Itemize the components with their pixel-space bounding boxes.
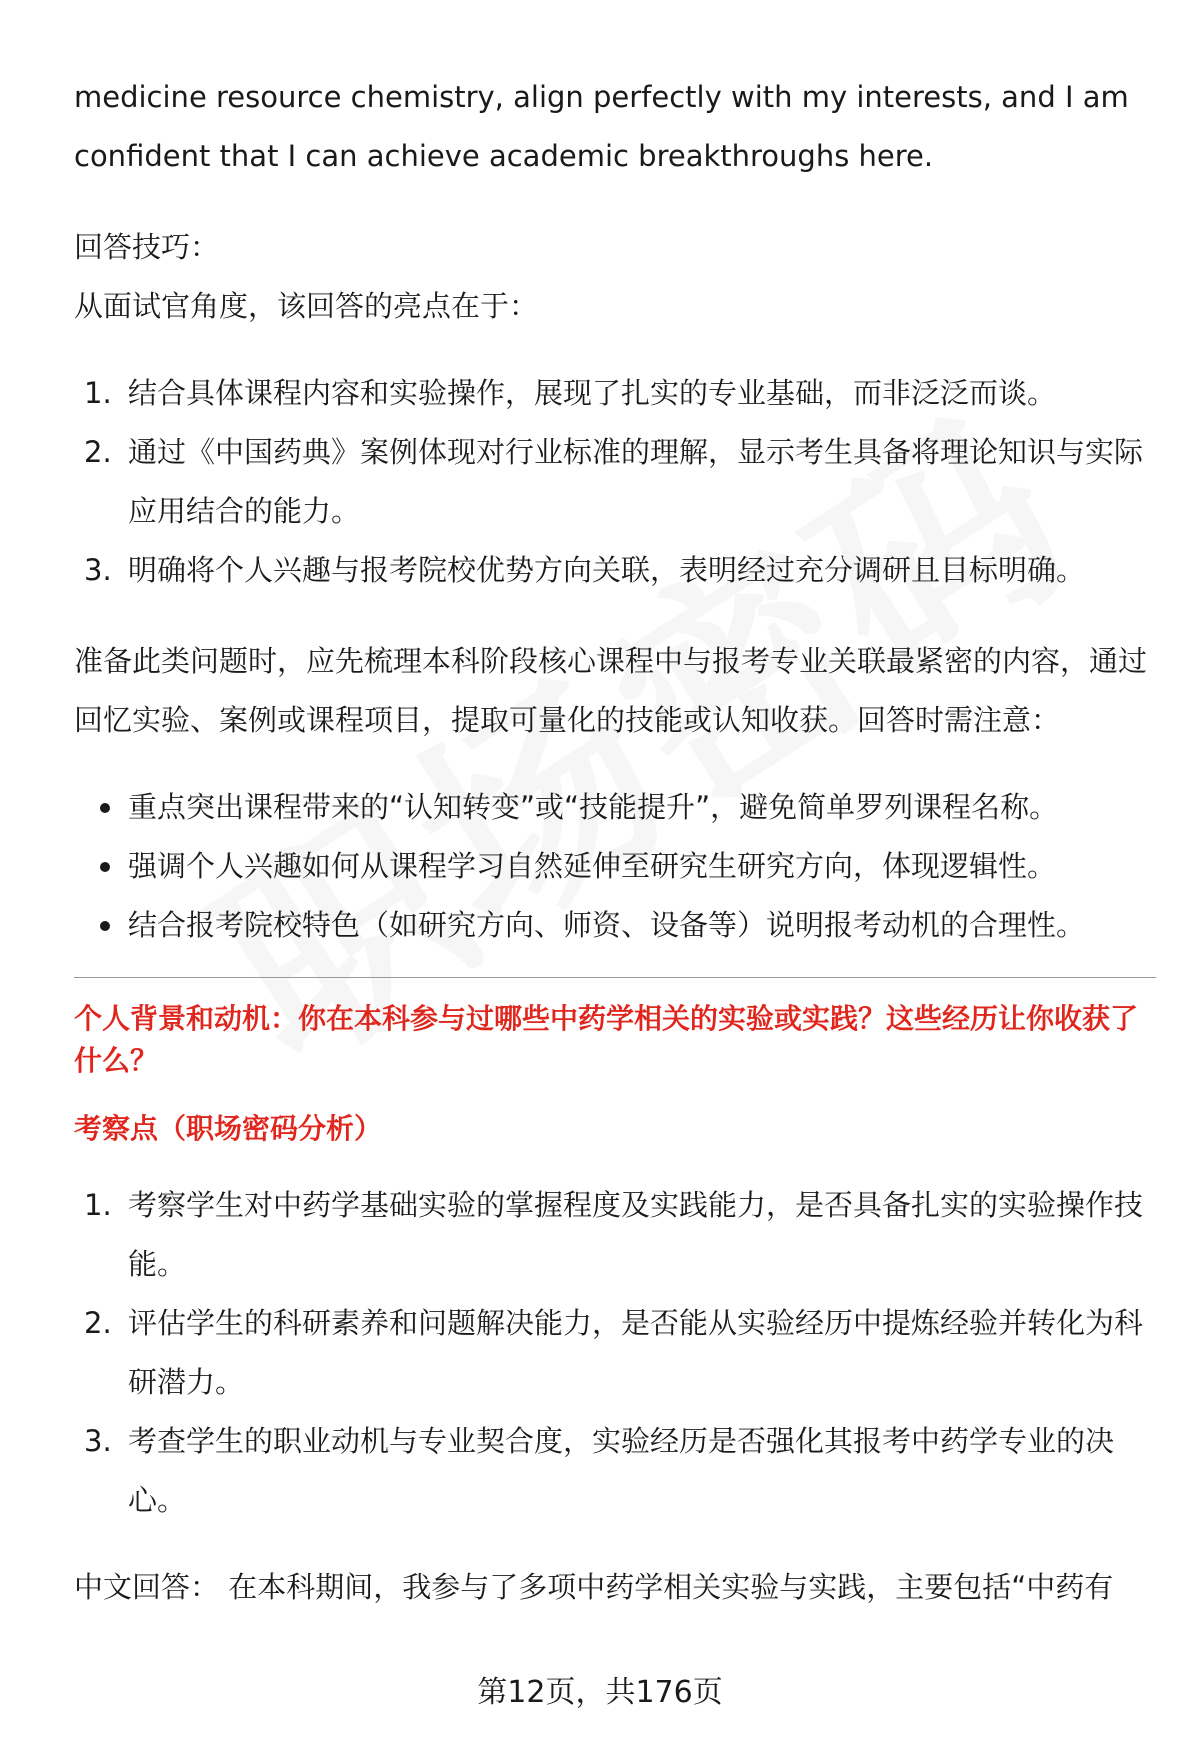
list-number: 3. xyxy=(84,553,112,587)
tips-intro: 从面试官角度，该回答的亮点在于： xyxy=(74,289,539,323)
list-text: 结合具体课程内容和实验操作，展现了扎实的专业基础，而非泛泛而谈。 xyxy=(128,376,1057,410)
answer-start: 中文回答： 在本科期间，我参与了多项中药学相关实验与实践，主要包括“中药有 xyxy=(74,1570,1114,1604)
list-item xyxy=(74,541,1156,600)
assessment-heading: 考察点（职场密码分析） xyxy=(74,1112,383,1145)
section-divider xyxy=(74,977,1156,978)
list-text: 通过《中国药典》案例体现对行业标准的理解，显示考生具备将理论知识与实际应用结合的能力。 xyxy=(128,435,1144,528)
list-item xyxy=(74,778,1156,837)
intro-line: medicine resource chemistry, align perfectly with my interests, and I am xyxy=(74,80,1129,114)
highlights-list xyxy=(74,364,1156,600)
list-item xyxy=(74,837,1156,896)
notes-list xyxy=(74,778,1156,955)
list-text: 结合报考院校特色（如研究方向、师资、设备等）说明报考动机的合理性。 xyxy=(128,908,1086,942)
list-text: 考查学生的职业动机与专业契合度，实验经历是否强化其报考中药学专业的决心。 xyxy=(128,1424,1115,1517)
bullet-icon xyxy=(100,803,110,813)
list-number: 3. xyxy=(84,1424,112,1458)
assessment-list xyxy=(74,1176,1156,1530)
list-text: 评估学生的科研素养和问题解决能力，是否能从实验经历中提炼经验并转化为科研潜力。 xyxy=(128,1306,1144,1399)
list-number: 1. xyxy=(84,376,112,410)
list-item xyxy=(74,364,1156,423)
list-item xyxy=(74,1412,1156,1530)
list-item xyxy=(74,1176,1156,1294)
list-text: 强调个人兴趣如何从课程学习自然延伸至研究生研究方向，体现逻辑性。 xyxy=(128,849,1057,883)
list-item xyxy=(74,1294,1156,1412)
page-footer: 第12页，共176页 xyxy=(477,1675,723,1710)
prep-paragraph: 准备此类问题时，应先梳理本科阶段核心课程中与报考专业关联最紧密的内容，通过回忆实验、案例或课程项目，提取可量化的技能或认知收获。回答时需注意： xyxy=(74,644,1148,737)
list-number: 1. xyxy=(84,1188,112,1222)
list-item xyxy=(74,423,1156,541)
list-text: 重点突出课程带来的“认知转变”或“技能提升”，避免简单罗列课程名称。 xyxy=(128,790,1059,824)
bullet-icon xyxy=(100,862,110,872)
list-text: 明确将个人兴趣与报考院校优势方向关联，表明经过充分调研且目标明确。 xyxy=(128,553,1086,587)
intro-line: confident that I can achieve academic breakthroughs here. xyxy=(74,139,934,173)
bullet-icon xyxy=(100,921,110,931)
list-item xyxy=(74,896,1156,955)
list-text: 考察学生对中药学基础实验的掌握程度及实践能力，是否具备扎实的实验操作技能。 xyxy=(128,1188,1144,1281)
document-page xyxy=(74,68,1156,1617)
list-number: 2. xyxy=(84,435,112,469)
question-heading: 个人背景和动机：你在本科参与过哪些中药学相关的实验或实践？这些经历让你收获了什么？ xyxy=(74,1002,1139,1077)
list-number: 2. xyxy=(84,1306,112,1340)
tips-label: 回答技巧： xyxy=(74,230,220,264)
